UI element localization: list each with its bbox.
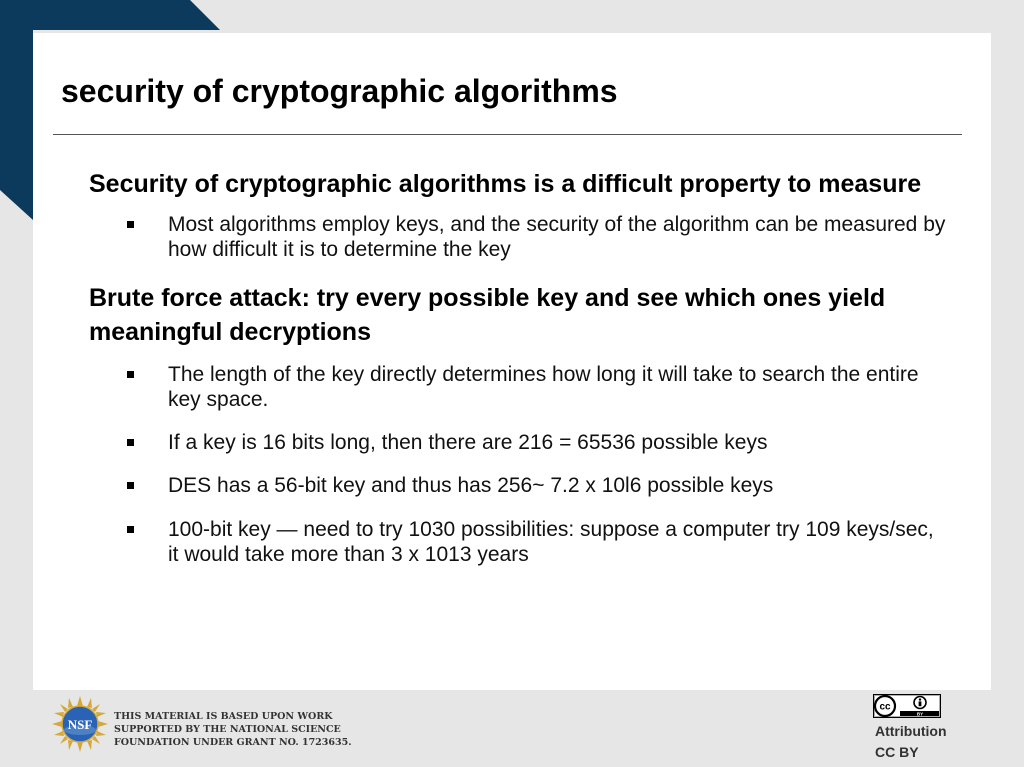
creative-commons-by-icon <box>873 694 941 718</box>
bullet-item <box>89 473 949 498</box>
bullet-list-security <box>89 212 949 262</box>
title-divider <box>53 134 962 135</box>
bullet-item <box>89 430 949 455</box>
license-label-block <box>875 721 947 763</box>
section-heading-security: Security of cryptographic algorithms is a difficult property to measure <box>89 170 922 198</box>
license-attribution-label: Attribution <box>875 723 947 739</box>
bullet-text: Most algorithms employ keys, and the security of the algorithm can be measured by how difficult it is to determine the key <box>168 213 946 261</box>
footer <box>0 690 1024 767</box>
slide-title: security of cryptographic algorithms <box>61 73 618 109</box>
bullet-square-icon <box>127 371 134 378</box>
nsf-logo-icon <box>52 696 108 752</box>
nsf-logo-text: NSF <box>67 717 93 732</box>
grant-notice-line: SUPPORTED BY THE NATIONAL SCIENCE <box>114 724 341 735</box>
bullet-item <box>89 212 949 262</box>
bullet-square-icon <box>127 482 134 489</box>
cc-symbol-text: cc <box>879 701 891 713</box>
bullet-text: If a key is 16 bits long, then there are 216 = 65536 possible keys <box>168 431 768 454</box>
slide-card <box>33 33 991 690</box>
bullet-item <box>89 517 949 567</box>
bullet-item <box>89 362 949 412</box>
cc-by-text: BY <box>916 711 924 717</box>
license-short-label: CC BY <box>875 744 919 760</box>
slide-content <box>89 166 949 567</box>
bullet-square-icon <box>127 439 134 446</box>
bullet-square-icon <box>127 526 134 533</box>
grant-notice <box>114 710 352 749</box>
bullet-text: The length of the key directly determines how long it will take to search the entire key space. <box>168 363 919 411</box>
grant-notice-line: THIS MATERIAL IS BASED UPON WORK <box>114 711 333 722</box>
grant-notice-line: FOUNDATION UNDER GRANT NO. 1723635. <box>114 737 352 748</box>
bullet-list-brute-force <box>89 362 949 567</box>
section-heading-brute-force: Brute force attack: try every possible key and see which ones yield meaningful decryptions <box>89 284 886 346</box>
bullet-text: 100-bit key — need to try 1030 possibilities: suppose a computer try 109 keys/sec, it would take more than 3 x 1013 years <box>168 518 934 566</box>
bullet-text: DES has a 56-bit key and thus has 256~ 7.2 x 10l6 possible keys <box>168 474 774 497</box>
bullet-square-icon <box>127 221 134 228</box>
